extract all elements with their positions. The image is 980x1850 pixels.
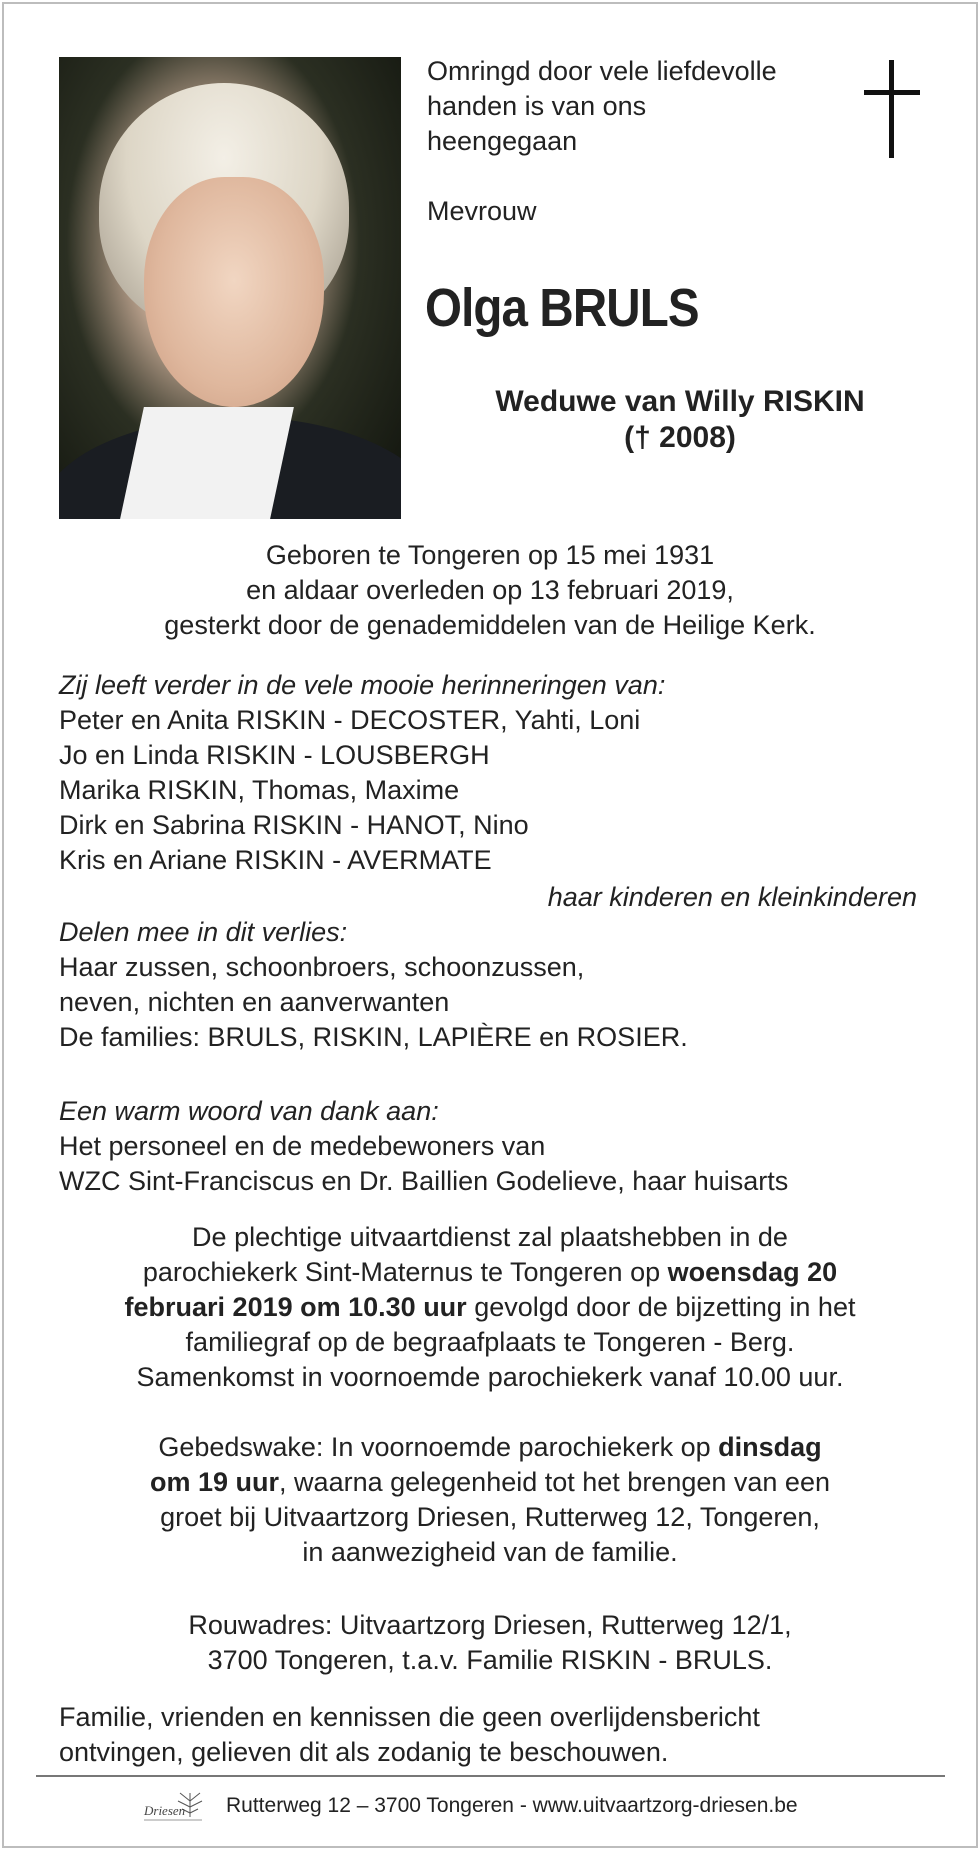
sharing-heading: Delen mee in dit verlies: (59, 917, 348, 947)
funeral-line: familiegraf op de begraafplaats te Tongeren - Berg. (185, 1327, 795, 1357)
remembered-block (59, 668, 939, 878)
family-line: Kris en Ariane RISKIN - AVERMATE (59, 845, 492, 875)
family-line: Marika RISKIN, Thomas, Maxime (59, 775, 460, 805)
wake-day: dinsdag (718, 1432, 822, 1462)
birth-death-block (0, 538, 980, 643)
thanks-block (59, 1094, 939, 1199)
thanks-heading: Een warm woord van dank aan: (59, 1096, 439, 1126)
honorific: Mevrouw (427, 196, 537, 226)
wake-line: groet bij Uitvaartzorg Driesen, Rutterweg 12, Tongeren, (160, 1502, 820, 1532)
funeral-line (0, 1290, 980, 1325)
deceased-name: Olga BRULS (425, 278, 699, 338)
intro-text (427, 54, 847, 159)
intro-line: Omringd door vele liefdevolle (427, 56, 777, 86)
thanks-line: WZC Sint-Franciscus en Dr. Baillien Godelieve, haar huisarts (59, 1166, 789, 1196)
birth-line: Geboren te Tongeren op 15 mei 1931 (265, 540, 715, 570)
sharing-line: De families: BRULS, RISKIN, LAPIÈRE en ROSIER. (59, 1022, 688, 1052)
relation-label: haar kinderen en kleinkinderen (547, 882, 917, 912)
address-line: 3700 Tongeren, t.a.v. Familie RISKIN - BRULS. (207, 1645, 773, 1675)
wake-block (0, 1430, 980, 1570)
funeral-line: De plechtige uitvaartdienst zal plaatshebben in de (192, 1222, 788, 1252)
wake-line (0, 1430, 980, 1465)
driesen-logo (140, 1787, 210, 1833)
wake-time: om 19 uur (150, 1467, 280, 1497)
wake-line (0, 1465, 980, 1500)
funeral-date: woensdag 20 (667, 1257, 838, 1287)
funeral-line (0, 1255, 980, 1290)
closing-line: Familie, vrienden en kennissen die geen overlijdensbericht (59, 1702, 760, 1732)
funeral-text: parochiekerk Sint-Maternus te Tongeren op (142, 1257, 668, 1287)
wake-text: , waarna gelegenheid tot het brengen van een (279, 1467, 830, 1497)
address-line: Rouwadres: Uitvaartzorg Driesen, Rutterweg 12/1, (188, 1610, 792, 1640)
funeral-date-time: februari 2019 om 10.30 uur (124, 1292, 467, 1322)
sharing-line: Haar zussen, schoonbroers, schoonzussen, (59, 952, 585, 982)
wake-text: Gebedswake: In voornoemde parochiekerk op (158, 1432, 719, 1462)
family-line: Jo en Linda RISKIN - LOUSBERGH (59, 740, 490, 770)
death-line: en aldaar overleden op 13 februari 2019, (246, 575, 734, 605)
widow-year: († 2008) (624, 421, 736, 454)
remembered-heading: Zij leeft verder in de vele mooie herinneringen van: (59, 670, 666, 700)
closing-block (59, 1700, 939, 1770)
address-block (0, 1608, 980, 1678)
intro-line: heengegaan (427, 126, 578, 156)
footer-divider (36, 1775, 945, 1777)
funeral-line: Samenkomst in voornoemde parochiekerk vanaf 10.00 uur. (136, 1362, 844, 1392)
portrait-photo (59, 57, 401, 519)
sharing-line: neven, nichten en aanverwanten (59, 987, 450, 1017)
closing-line: ontvingen, gelieven dit als zodanig te beschouwen. (59, 1737, 669, 1767)
sharing-block (59, 915, 939, 1055)
family-line: Peter en Anita RISKIN - DECOSTER, Yahti, Loni (59, 705, 641, 735)
funeral-text: gevolgd door de bijzetting in het (466, 1292, 856, 1322)
footer-contact: Rutterweg 12 – 3700 Tongeren - www.uitvaartzorg-driesen.be (226, 1794, 798, 1817)
thanks-line: Het personeel en de medebewoners van (59, 1131, 546, 1161)
wake-line: in aanwezigheid van de familie. (302, 1537, 678, 1567)
sacrament-line: gesterkt door de genademiddelen van de Heilige Kerk. (164, 610, 816, 640)
logo-text: Driesen (144, 1803, 186, 1818)
cross-icon (864, 60, 920, 160)
funeral-block (0, 1220, 980, 1395)
family-line: Dirk en Sabrina RISKIN - HANOT, Nino (59, 810, 529, 840)
intro-line: handen is van ons (427, 91, 647, 121)
widow-line: Weduwe van Willy RISKIN (495, 385, 865, 418)
widow-of (420, 384, 940, 456)
